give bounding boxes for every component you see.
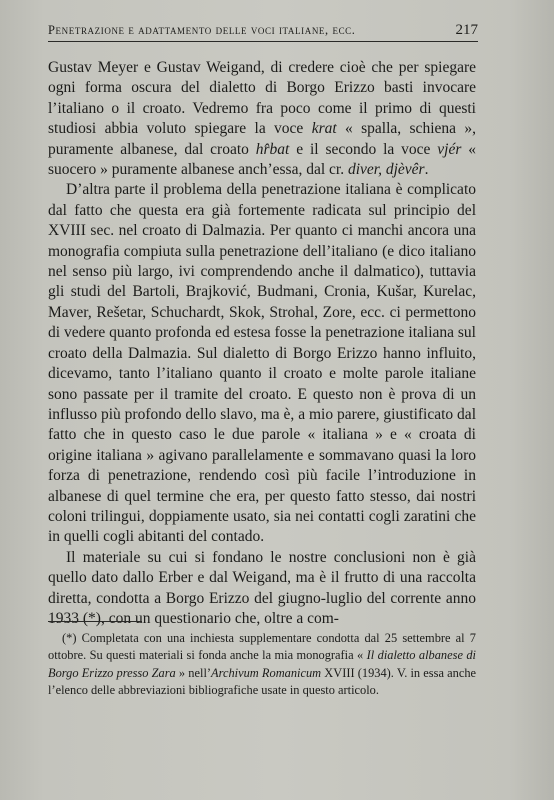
header-rule — [48, 41, 478, 42]
italic-run: diver, djèvêr — [347, 161, 425, 179]
text-run: « suocero » puramente albanese anch’essa, dal cr. — [48, 140, 477, 179]
running-header — [48, 22, 478, 39]
paragraph-1 — [48, 58, 476, 180]
paragraph-3 — [48, 548, 476, 630]
footnote-text — [48, 630, 476, 700]
text-run: » nell’ — [175, 665, 212, 680]
page-number: 217 — [455, 22, 478, 38]
main-text — [48, 58, 476, 629]
footnote — [48, 630, 476, 700]
text-run: Gustav Meyer e Gustav Weigand, di credere cioè che per spiegare ogni forma oscura del dialetto di Borgo Erizzo basti invocare l’italiano o il croato. Vedremo fra poco come il primo di questi studiosi abbia voluto spiegare la voce — [48, 59, 476, 138]
footnote-rule — [48, 621, 142, 622]
italic-run: Archivum Romanicum — [211, 665, 322, 680]
text-run: Il materiale su cui si fondano le nostre conclusioni non è già quello dato dallo Erber e dal Weigand, ma è il frutto di una raccolta diretta, condotta a Borgo Erizzo del giugno-luglio del corrente anno 1933 (*), con un questionario che, oltre a com- — [48, 548, 476, 627]
text-run: D’altra parte il problema della penetrazione italiana è complicato dal fatto che questa era già fortemente radicata sul principio del XVIII sec. nel croato di Dalmazia. Per quanto ci manchi ancora una monografia compiuta sulla penetrazione dell’italiano (e dico italiano nel senso più largo, ivi comprendendo anche il dalmatico), tuttavia gli studi del Bartoli, Brajković, Budmani, Cronia, Kušar, Kurelac, Maver, Rešetar, Schuchardt, Skok, Strohal, Zore, ecc. ci permettono di vedere quanto profonda ed estesa fosse la penetrazione italiana sul croato della Dalmazia. Sul dialetto di Borgo Erizzo hanno influito, dicevamo, tanto l’italiano quanto il croato e molte parole italiane sono passate per il tramite del croato. E questo non è prova di un influsso più profondo dello slavo, ma è, a mio parere, giustificato dal fatto che in questo caso le due parole « italiana » e « croata di origine italiana » agivano parallelamente e sommavano quasi la loro forza di penetrazione, rendendo così più facile l’introduzione in albanese di quel termine che era, per questo fatto stesso, dai nostri coloni trilingui, doppiamente usato, sia nei contatti cogli zaratini che in quelli cogli abitanti del contado. — [48, 181, 476, 546]
text-run: XVIII (1934). V. in essa anche l’elenco delle abbreviazioni bibliografiche usate in questo articolo. — [48, 665, 477, 698]
italic-run: hr̂bat — [255, 140, 290, 158]
running-title: Penetrazione e adattamento delle voci italiane, ecc. — [48, 23, 356, 37]
text-run: (*) Completata con una inchiesta supplementare condotta dal 25 settembre al 7 ottobre. Su questi materiali si fonda anche la mia monografia « — [48, 631, 476, 663]
paragraph-2 — [48, 180, 476, 547]
text-run: . — [424, 161, 429, 179]
text-run: « spalla, schiena », puramente albanese, dal croato — [48, 120, 476, 158]
text-run: e il secondo la voce — [289, 140, 438, 158]
italic-run: vjér — [437, 140, 462, 158]
italic-run: krat — [311, 120, 337, 138]
italic-run: Il dialetto albanese di Borgo Erizzo presso Zara — [48, 648, 477, 680]
